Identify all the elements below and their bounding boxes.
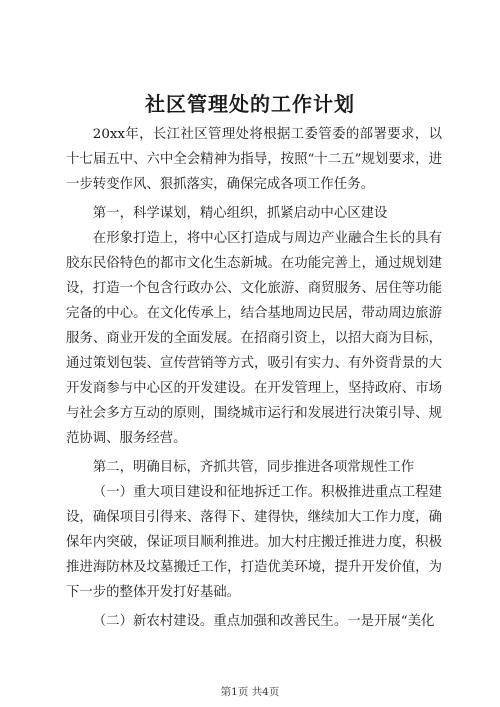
section-heading-2: 第二，明确目标，齐抓共管，同步推进各项常规性工作	[92, 460, 415, 475]
section-1-paragraph: 在形象打造上，将中心区打造成与周边产业融合生长的具有胶东民俗特色的都市文化生态新城。在功能完善上，通过规划建设，打造一个包含行政办公、文化旅游、商贸服务、居住等功能完备的中心。在文化传承上，结合基地周边民居，带动周边旅游服务、商业开发的全面发展。在招商引资上，以招大商为目标，通过策划包装、宣传营销等方式，吸引有实力、有外资背景的大开发商参与中心区的开发建设。在开发管理上，坚持政府、市场与社会多方互动的原则，围绕城市运行和发展进行决策引导、规范协调、服务经营。	[66, 231, 442, 446]
intro-paragraph: 20xx年，长江社区管理处将根据工委管委的部署要求，以十七届五中、六中全会精神为指导，按照“十二五”规划要求，进一步转变作风、狠抓落实，确保完成各项工作任务。	[66, 127, 442, 192]
subsection-1-paragraph: （一）重大项目建设和征地拆迁工作。积极推进重点工程建设，确保项目引得来、落得下、建得快，继续加大工作力度，确保年内突破，保证项目顺利推进。加大村庄搬迁推进力度，积极推进海防林及坟墓搬迁工作，打造优美环境，提升开发价值，为下一步的整体开发打好基础。	[66, 485, 442, 600]
document-body	[66, 122, 442, 634]
page-number-footer: 第1页 共4页	[220, 686, 280, 698]
document-title: 社区管理处的工作计划	[145, 92, 355, 116]
section-heading-1: 第一，科学谋划，精心组织，抓紧启动中心区建设	[92, 206, 388, 221]
subsection-2-paragraph: （二）新农村建设。重点加强和改善民生。一是开展“美化	[92, 614, 435, 629]
